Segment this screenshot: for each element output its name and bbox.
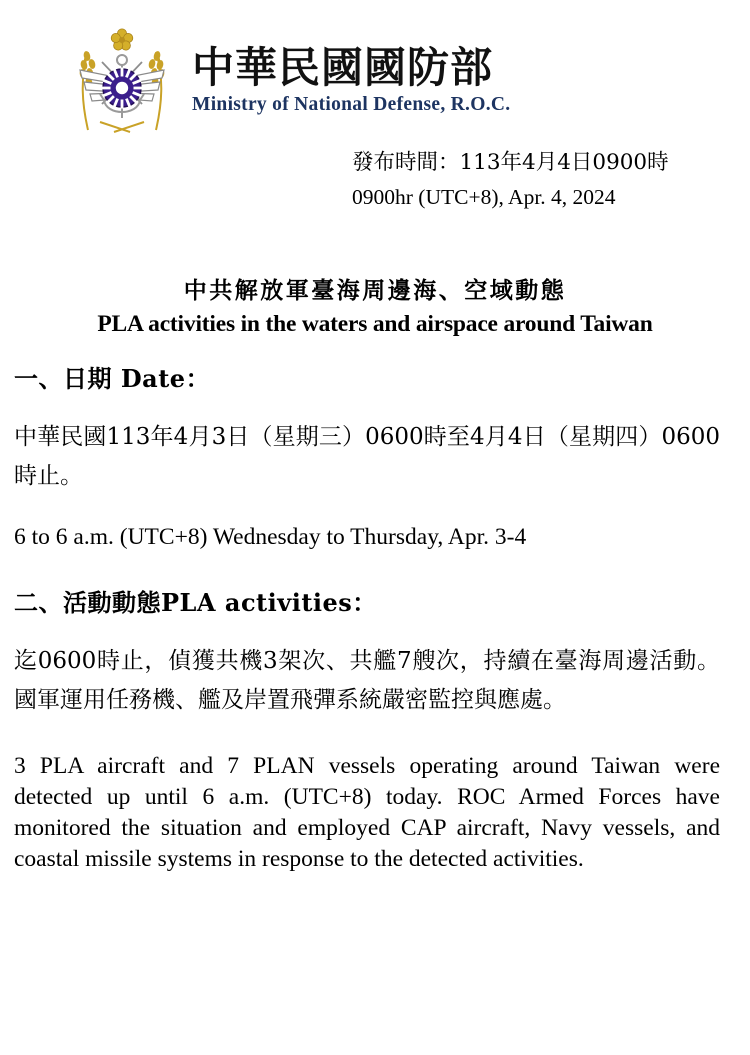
release-time-chinese: 發布時間：113年4月4日0900時 [352,150,669,175]
date-paragraph-english: 6 to 6 a.m. (UTC+8) Wednesday to Thursday, Apr. 3-4 [14,524,527,550]
section-heading-activities: 二、活動動態PLA activities： [14,588,377,617]
page-title-chinese: 中共解放軍臺海周邊海、空域動態 [183,277,567,304]
organization-name-english: Ministry of National Defense, R.O.C. [192,94,511,116]
masthead [0,22,750,140]
document-body [14,362,720,875]
section-heading-date: 一、日期 Date： [14,364,211,393]
page-title-english: PLA activities in the waters and airspace around Taiwan [97,311,653,337]
release-time-english: 0900hr (UTC+8), Apr. 4, 2024 [352,185,616,209]
organization-name-chinese: 中華民國國防部 [192,42,494,92]
activities-paragraph-english: 3 PLA aircraft and 7 PLAN vessels operating around Taiwan were detected up until 6 a.m. (UTC+8) today. ROC Armed Forces have monitored the situation and employed CAP aircraft, Navy vessels, and coastal missile systems in response to the detected activities. [14,753,720,872]
document-title-block [0,276,750,339]
release-time-block [352,146,732,214]
mnd-roc-emblem-icon [58,26,186,136]
activities-paragraph-chinese: 迄0600時止，偵獲共機3架次、共艦7艘次，持續在臺海周邊活動。國軍運用任務機、艦及岸置飛彈系統嚴密監控與應處。 [14,648,720,713]
masthead-text [192,42,511,116]
date-paragraph-chinese: 中華民國113年4月3日（星期三）0600時至4月4日（星期四）0600時止。 [14,424,720,489]
